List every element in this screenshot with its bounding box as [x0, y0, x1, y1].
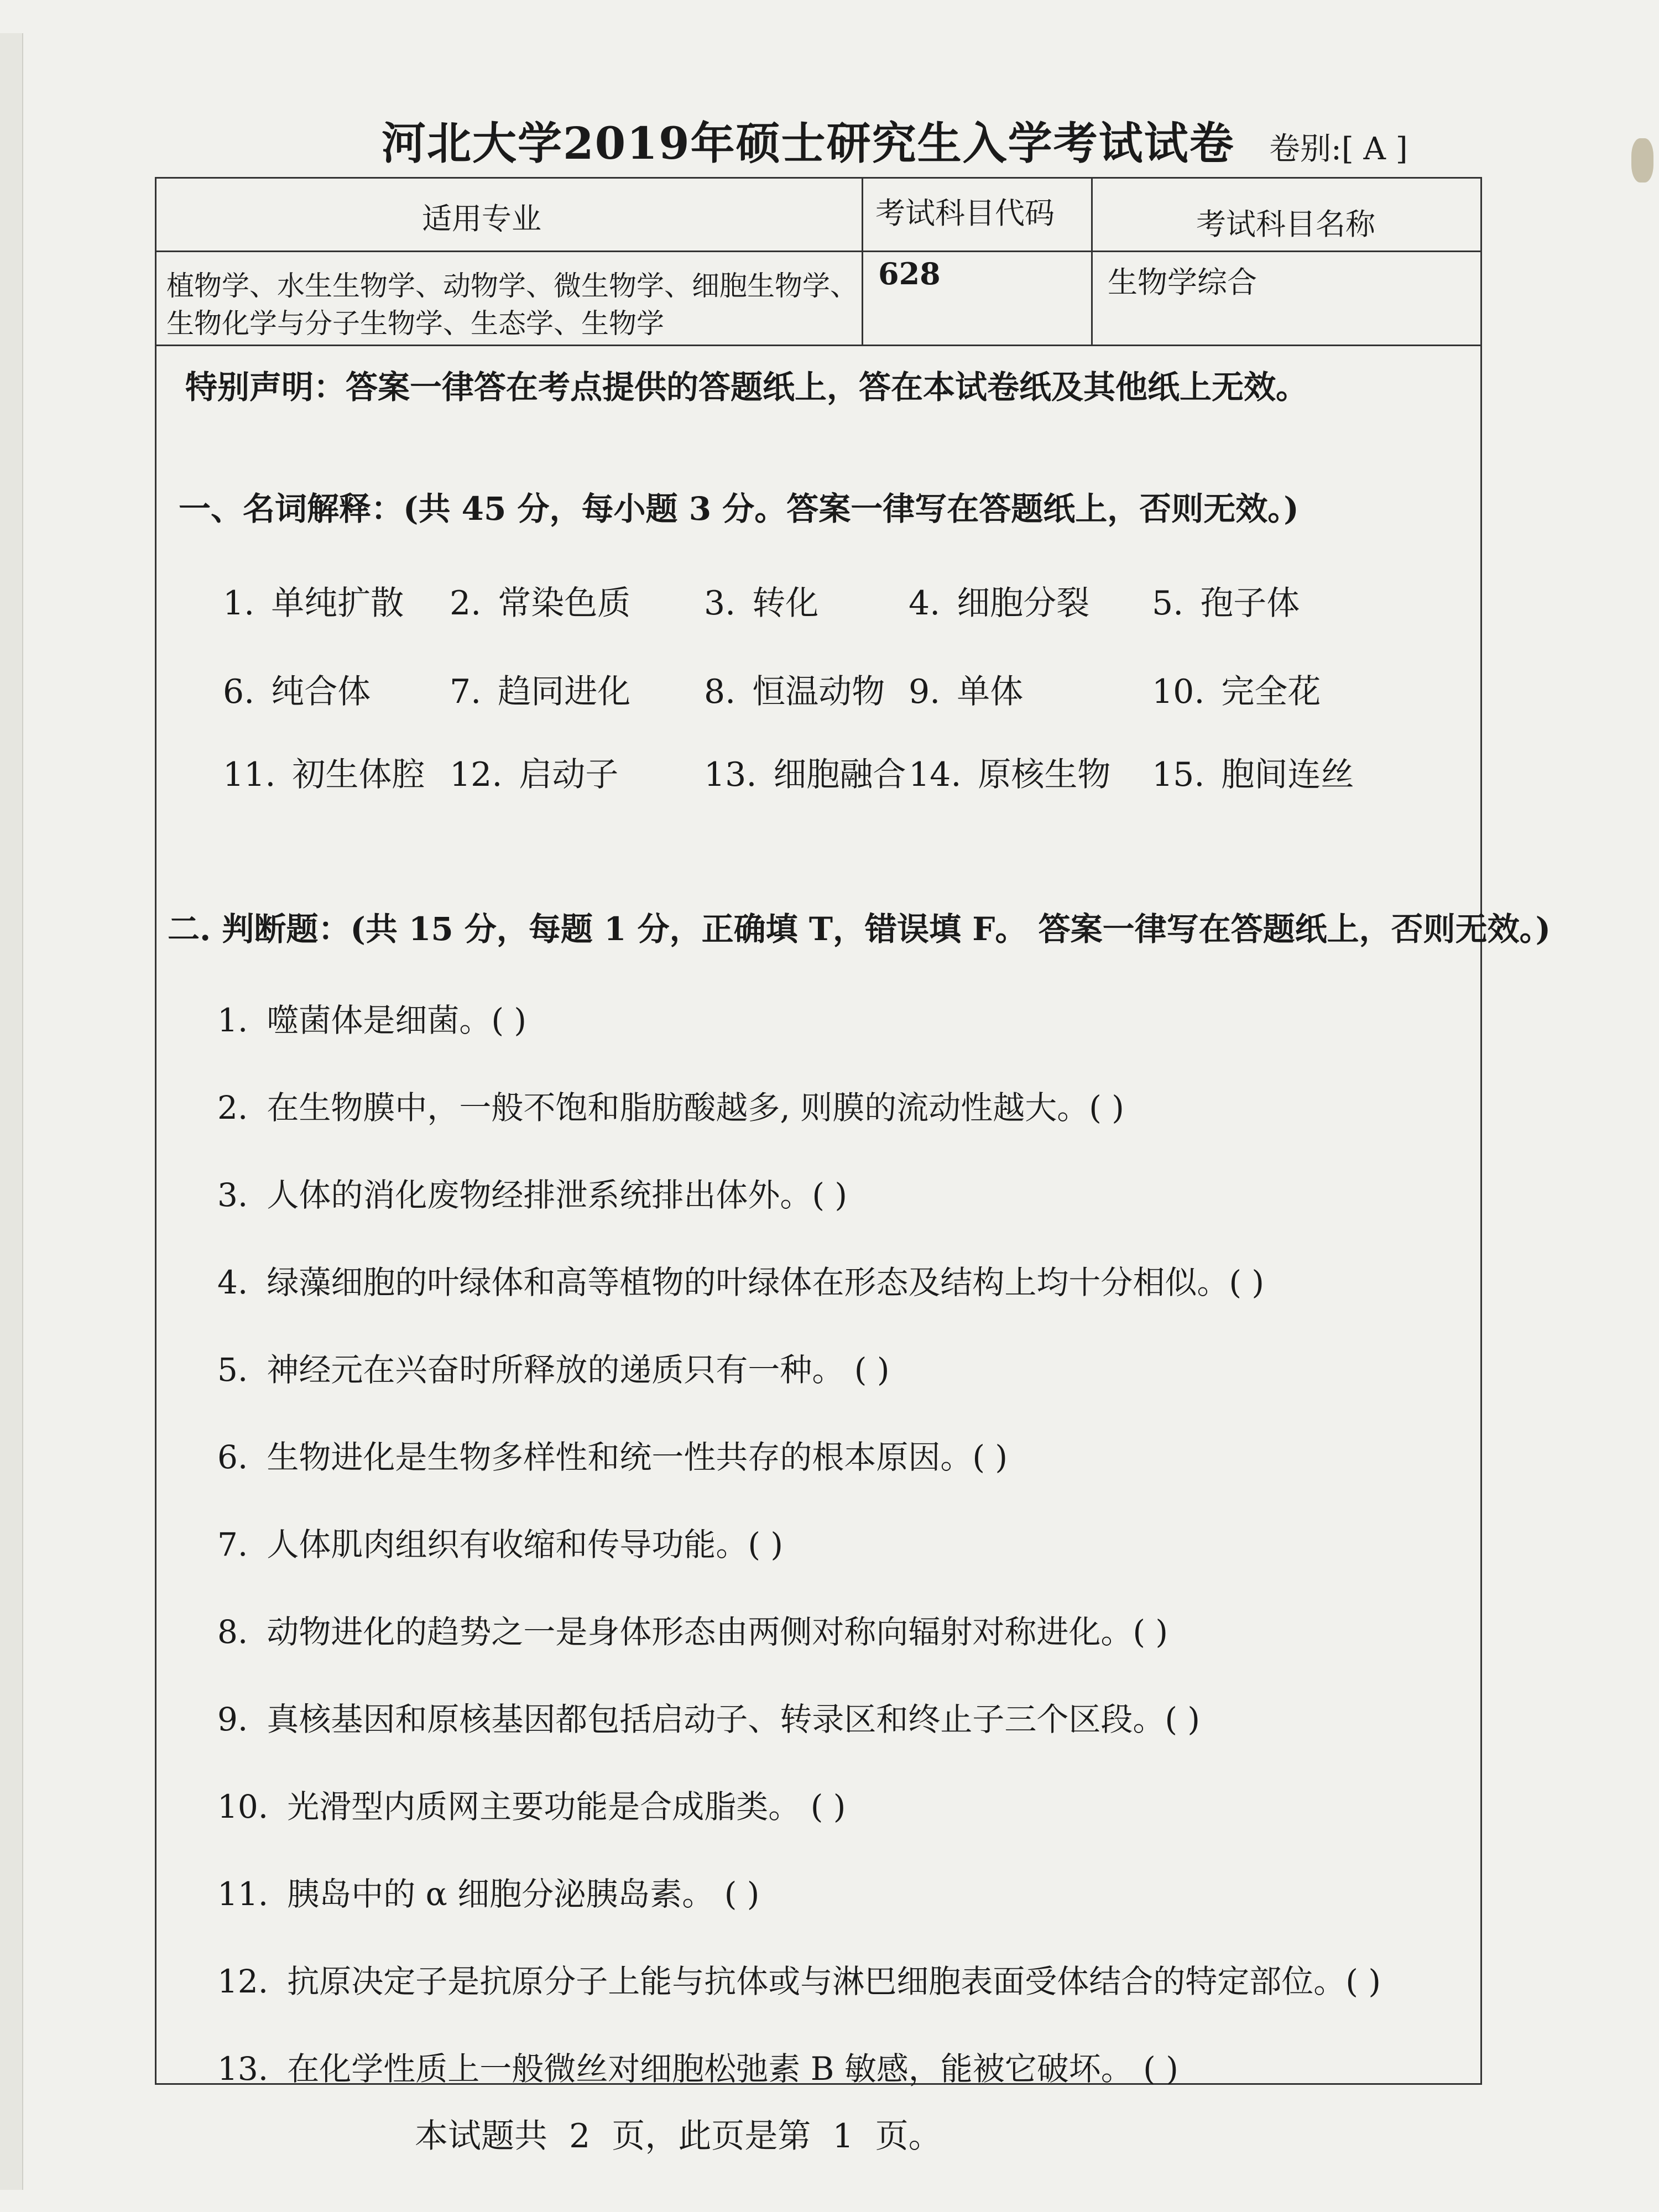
question-text: 神经元在兴奋时所释放的递质只有一种。 ( ) [267, 1351, 890, 1389]
question-text: 真核基因和原核基因都包括启动子、转录区和终止子三个区段。( ) [267, 1700, 1201, 1738]
term-number: 7. [450, 672, 482, 711]
term-number: 3. [704, 584, 736, 623]
term-text: 单纯扩散 [271, 584, 404, 623]
question-text: 在生物膜中，一般不饱和脂肪酸越多, 则膜的流动性越大。( ) [267, 1089, 1124, 1126]
question-text: 人体的消化废物经排泄系统排出体外。( ) [267, 1176, 848, 1214]
footer-middle: 页，此页是第 [612, 2117, 811, 2156]
table-divider [1091, 179, 1093, 345]
question-text: 生物进化是生物多样性和统一性共存的根本原因。( ) [267, 1438, 1008, 1476]
question-item [217, 1955, 1381, 2002]
term-text: 趋同进化 [498, 672, 631, 711]
question-text: 动物进化的趋势之一是身体形态由两侧对称向辐射对称进化。( ) [267, 1613, 1168, 1651]
question-number: 7. [217, 1526, 248, 1563]
exam-frame [155, 177, 1551, 2088]
col-name-header: 考试科目名称 [1196, 207, 1375, 242]
term-item [704, 577, 818, 624]
term-text: 单体 [957, 672, 1024, 711]
term-text: 原核生物 [978, 755, 1111, 794]
question-text: 人体肌肉组织有收缩和传导功能。( ) [267, 1526, 784, 1563]
term-item [223, 577, 404, 624]
term-text: 纯合体 [271, 672, 371, 711]
section1-title: 一、名词解释：(共 45 分，每小题 3 分。答案一律写在答题纸上，否则无效。) [179, 490, 1299, 528]
question-text: 噬菌体是细菌。( ) [267, 1001, 527, 1039]
term-number: 8. [704, 672, 736, 711]
question-item [217, 994, 526, 1041]
term-item [909, 665, 1023, 713]
question-item [217, 1606, 1168, 1652]
question-item [217, 1344, 889, 1390]
term-text: 细胞融合 [773, 755, 906, 794]
question-number: 5. [217, 1351, 248, 1389]
question-number: 11. [217, 1875, 269, 1913]
term-item [450, 665, 630, 713]
term-number: 11. [223, 755, 276, 794]
question-number: 8. [217, 1613, 248, 1651]
footer-prefix: 本试题共 [415, 2117, 547, 2156]
term-number: 15. [1152, 755, 1205, 794]
term-item [450, 748, 618, 796]
term-item [450, 577, 630, 624]
term-text: 恒温动物 [752, 672, 885, 711]
table-divider [862, 179, 863, 345]
question-number: 2. [217, 1089, 248, 1126]
term-item [223, 665, 371, 713]
question-number: 9. [217, 1700, 248, 1738]
footer-suffix: 页。 [875, 2117, 942, 2156]
question-item [217, 1693, 1200, 1740]
question-item [217, 2043, 1178, 2089]
term-number: 1. [223, 584, 255, 623]
question-text: 绿藻细胞的叶绿体和高等植物的叶绿体在形态及结构上均十分相似。( ) [267, 1264, 1265, 1301]
section2-title: 二. 判断题：(共 15 分，每题 1 分，正确填 T，错误填 F。 答案一律写在答题纸上，否则无效。) [168, 910, 1551, 948]
col-major-header: 适用专业 [422, 201, 541, 236]
term-text: 胞间连丝 [1221, 755, 1354, 794]
page-footer [415, 2110, 953, 2157]
term-item [909, 577, 1089, 624]
question-item [217, 1519, 783, 1565]
term-text: 孢子体 [1200, 584, 1300, 623]
term-number: 14. [909, 755, 962, 794]
question-text: 光滑型内质网主要功能是合成脂类。 ( ) [287, 1788, 846, 1825]
paper-version: 卷别:[ A ] [1269, 131, 1408, 167]
term-text: 启动子 [519, 755, 619, 794]
majors-line: 植物学、水生生物学、动物学、微生物学、细胞生物学、 [166, 270, 858, 302]
term-item [909, 748, 1110, 796]
question-number: 1. [217, 1001, 248, 1039]
term-number: 4. [909, 584, 941, 623]
question-item [217, 1256, 1264, 1303]
question-text: 在化学性质上一般微丝对细胞松弛素 B 敏感，能被它破坏。 ( ) [287, 2050, 1178, 2088]
question-item [217, 1431, 1008, 1478]
exam-title: 河北大学2019年硕士研究生入学考试试卷 [382, 117, 1235, 169]
term-text: 转化 [752, 584, 819, 623]
term-number: 13. [704, 755, 757, 794]
term-text: 初生体腔 [292, 755, 425, 794]
col-code-header: 考试科目代码 [875, 196, 1055, 231]
question-number: 3. [217, 1176, 248, 1214]
special-notice: 特别声明：答案一律答在考点提供的答题纸上，答在本试卷纸及其他纸上无效。 [185, 368, 1308, 406]
majors-line: 生物化学与分子生物学、生态学、生物学 [166, 307, 664, 340]
term-item [704, 665, 885, 713]
question-text: 胰岛中的 α 细胞分泌胰岛素。 ( ) [287, 1875, 760, 1913]
subject-code: 628 [878, 256, 941, 291]
question-number: 4. [217, 1264, 248, 1301]
term-number: 6. [223, 672, 255, 711]
term-number: 5. [1152, 584, 1184, 623]
term-text: 细胞分裂 [957, 584, 1090, 623]
table-divider [156, 251, 1480, 252]
term-text: 常染色质 [498, 584, 631, 623]
question-item [217, 1082, 1124, 1128]
question-number: 12. [217, 1963, 269, 2000]
question-text: 抗原决定子是抗原分子上能与抗体或与淋巴细胞表面受体结合的特定部位。( ) [287, 1963, 1381, 2000]
term-number: 12. [450, 755, 503, 794]
term-item [1152, 748, 1354, 796]
question-number: 6. [217, 1438, 248, 1476]
question-item [217, 1169, 847, 1215]
subject-name: 生物学综合 [1108, 265, 1257, 300]
term-item [1152, 665, 1321, 713]
question-item [217, 1868, 759, 1914]
term-number: 9. [909, 672, 941, 711]
info-table [156, 179, 1480, 346]
question-item [217, 1781, 846, 1827]
question-number: 10. [217, 1788, 269, 1825]
term-item [704, 748, 906, 796]
footer-current-page: 1 [832, 2117, 854, 2156]
term-number: 2. [450, 584, 482, 623]
term-item [1152, 577, 1300, 624]
applicable-majors [166, 267, 858, 342]
term-text: 完全花 [1221, 672, 1321, 711]
footer-total-pages: 2 [569, 2117, 591, 2156]
term-item [223, 748, 425, 796]
paper-stack-edge [0, 33, 23, 2190]
question-number: 13. [217, 2050, 269, 2088]
paper-stain [1631, 138, 1653, 182]
term-number: 10. [1152, 672, 1205, 711]
